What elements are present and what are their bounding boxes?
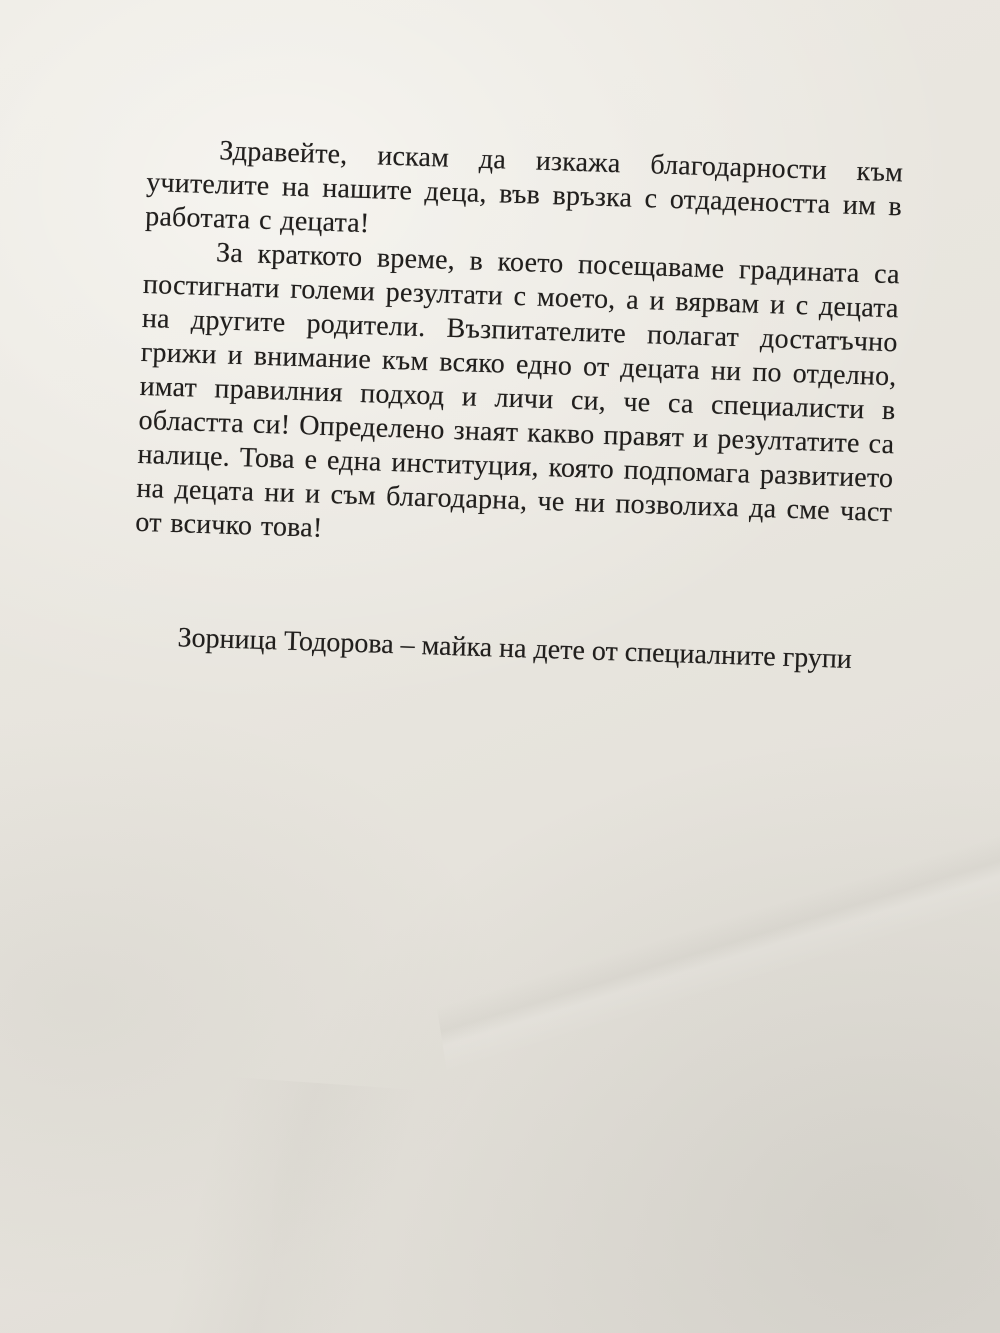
paper-crease <box>417 783 1000 1097</box>
paper-crease <box>0 1056 628 1333</box>
signature-line: Зорница Тодорова – майка на дете от специалните групи <box>177 622 853 675</box>
letter-paragraph-main: За краткото време, в което посещаваме градината са постигнати големи резултати с моето, а и вярвам и с децата на другите родители. Възпитателите полагат достатъчно грижи и внимание към всяко едно от децата ни по отделно, имат правилния подход и личи си, че са специалисти в областта си! Определено знаят какво правят и резултатите са налице. Това е една институция, която подпомага развитието на децата ни и съм благодарна, че ни позволиха да сме част от всичко това! <box>134 237 901 544</box>
letter-body <box>131 132 903 678</box>
letter-paragraph-greeting: Здравейте, искам да изкажа благодарности към учителите на нашите деца, във връзка с отдадеността им в работата с децата! <box>144 135 904 240</box>
